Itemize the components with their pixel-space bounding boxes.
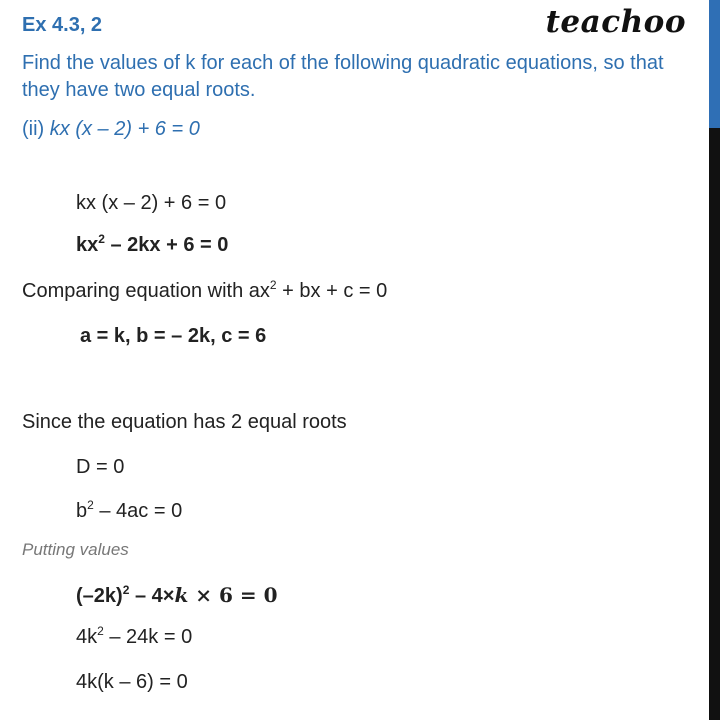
- step-2-line: 4k(k – 6) = 0: [76, 671, 188, 693]
- equation-line-2: $kx^2 - 2kx + 6 = 0$: [76, 232, 229, 256]
- equation-line-1: kx (x – 2) + 6 = 0: [76, 192, 227, 214]
- question-part: [22, 118, 200, 141]
- teachoo-logo: teachoo: [545, 4, 686, 40]
- coefficients-line: a = k, b = – 2k, c = 6: [80, 325, 267, 347]
- scrollbar-track[interactable]: [709, 128, 720, 720]
- question-text: Find the values of k for each of the following quadratic equations, so that they have two equal roots.: [22, 52, 664, 101]
- part-equation: kx (x – 2) + 6 = 0: [49, 118, 200, 140]
- discriminant-line: D = 0: [76, 456, 125, 478]
- exercise-title: Ex 4.3, 2: [22, 14, 103, 36]
- step-1-line: $4k^2 - 24k = 0$: [76, 624, 193, 648]
- substituted-line: $(-2k)^2 - 4\times k \times 6 = 0$: [76, 583, 278, 607]
- part-label: (ii): [22, 118, 45, 140]
- formula-line: $b^2 - 4ac = 0$: [76, 498, 183, 522]
- comparing-line: Comparing equation with $ax^2$ + bx + c = 0: [22, 278, 388, 302]
- scrollbar-track-top[interactable]: [709, 0, 720, 128]
- putting-values-note: Putting values: [22, 540, 129, 559]
- since-line: Since the equation has 2 equal roots: [22, 411, 347, 433]
